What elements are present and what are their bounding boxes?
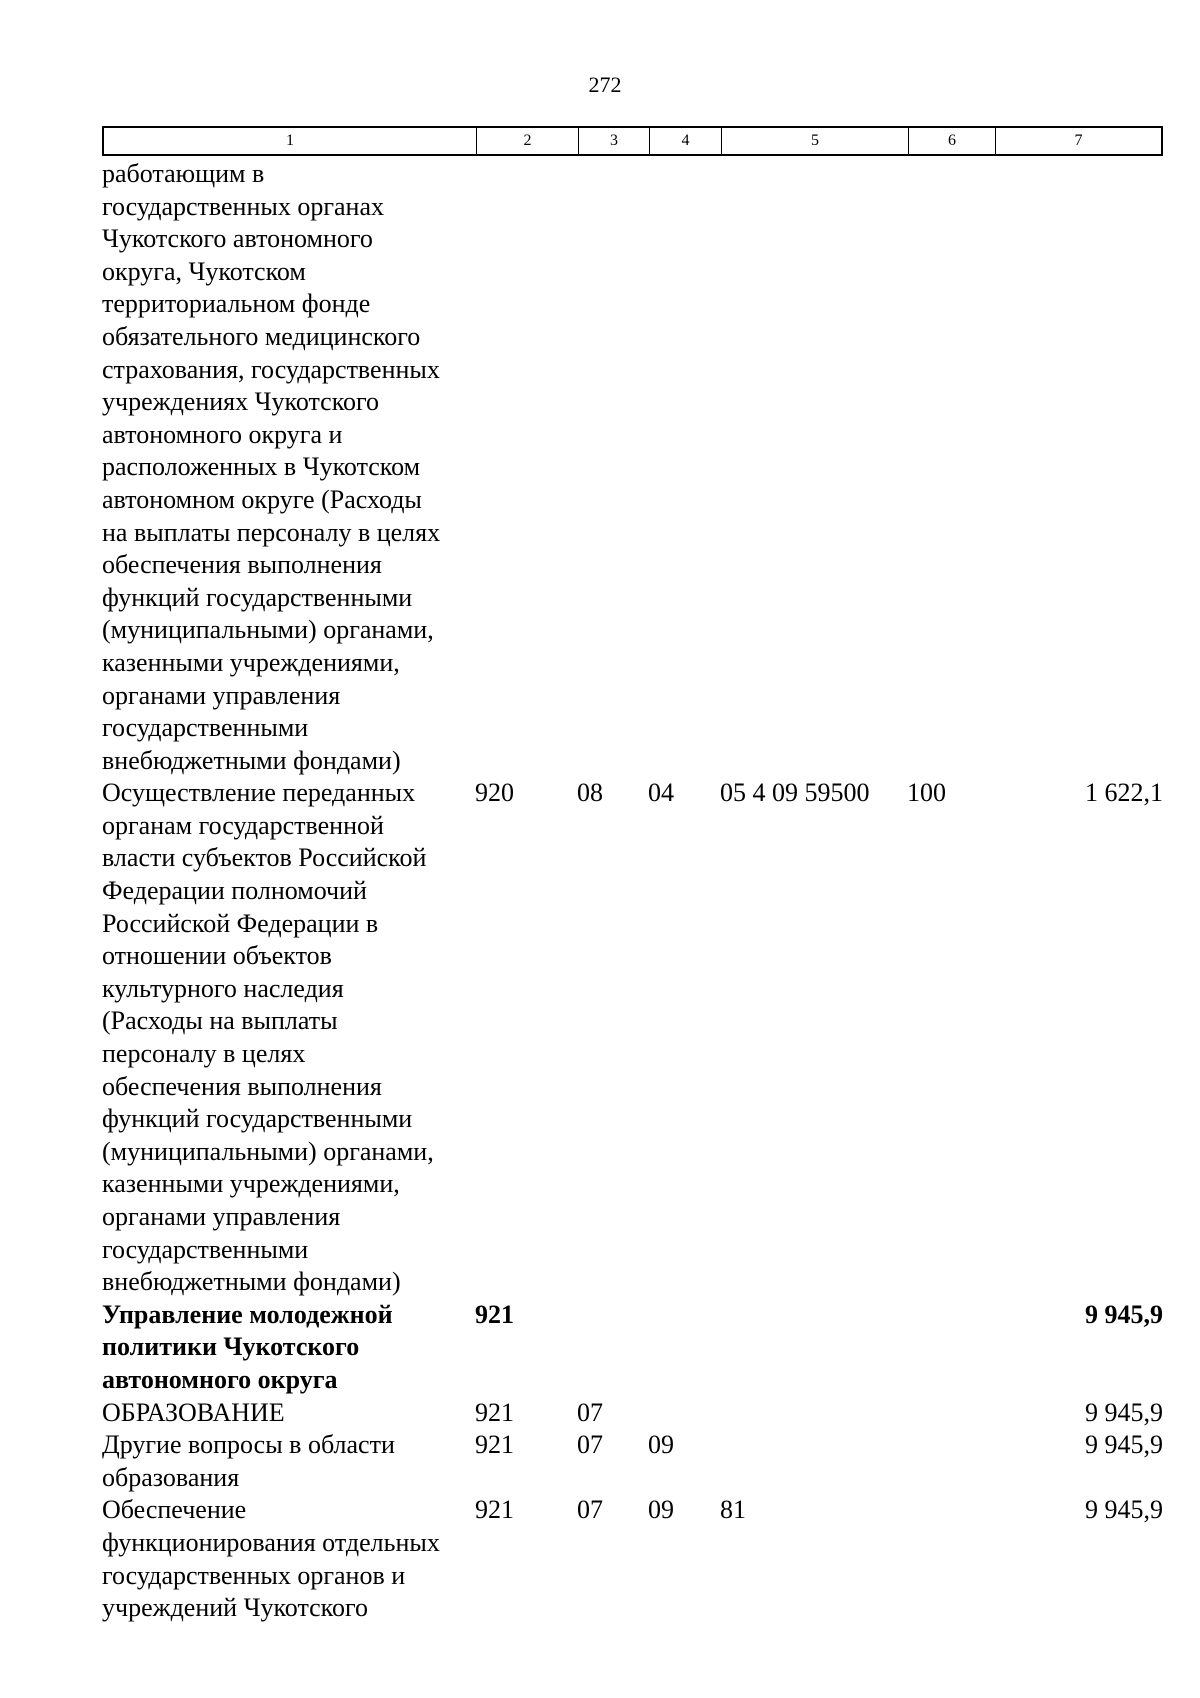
row-expense-type — [907, 1429, 994, 1494]
row-subsection-code: 09 — [648, 1495, 674, 1525]
row-target-article — [720, 158, 907, 777]
row-subsection-code — [648, 1299, 720, 1397]
header-col-3: 3 — [579, 128, 650, 154]
page-number: 272 — [588, 72, 622, 97]
header-col-7: 7 — [1074, 132, 1083, 149]
row-section-code: 07 — [577, 1430, 603, 1460]
row-target-article — [720, 1299, 907, 1397]
row-ministry-code — [475, 158, 577, 777]
row-name: Обеспечение функционирования отдельных государственных органов и учреждений Чукотского — [102, 1495, 440, 1623]
row-expense-type — [907, 1494, 994, 1624]
row-name: Управление молодежной политики Чукотского автономного округа — [102, 1299, 393, 1394]
row-name: ОБРАЗОВАНИЕ — [102, 1397, 285, 1427]
row-section-code — [577, 1299, 648, 1397]
row-amount — [994, 158, 1163, 777]
row-section-code: 07 — [577, 1495, 603, 1525]
row-ministry-code: 920 — [475, 778, 514, 808]
row-expense-type — [907, 1397, 994, 1430]
table-row — [102, 1494, 1163, 1624]
row-amount: 1 622,1 — [1085, 778, 1163, 808]
table-row — [102, 1429, 1163, 1494]
row-target-article — [720, 1429, 907, 1494]
table-row — [102, 777, 1163, 1299]
row-name: Другие вопросы в области образования — [102, 1430, 395, 1492]
header-col-2: 2 — [477, 128, 579, 154]
row-section-code: 08 — [577, 778, 603, 808]
header-col-1: 1 — [104, 128, 477, 154]
row-target-article: 81 — [720, 1495, 746, 1525]
row-subsection-code: 04 — [648, 778, 674, 808]
header-col-4: 4 — [650, 128, 722, 154]
row-target-article: 05 4 09 59500 — [720, 778, 870, 808]
row-amount: 9 945,9 — [1085, 1299, 1163, 1329]
table-row — [102, 1299, 1163, 1397]
row-name: работающим в государственных органах Чукотского автономного округа, Чукотском территориальном фонде обязательного медицинского страхования, государственных учреждениях Чукотского автономного округа и расположенных в Чукотском автономном округе (Расходы на выплаты персоналу в целях обеспечения выполнения функций государственными (муниципальными) органами, казенными учреждениями, органами управления государственными внебюджетными фондами) — [102, 159, 441, 775]
table-header — [102, 126, 1163, 156]
row-ministry-code: 921 — [475, 1299, 514, 1329]
table-body — [102, 158, 1163, 1625]
header-col-6: 6 — [909, 128, 996, 154]
row-expense-type — [907, 158, 994, 777]
row-amount: 9 945,9 — [1085, 1430, 1163, 1460]
row-ministry-code: 921 — [475, 1397, 514, 1427]
row-section-code — [577, 158, 648, 777]
row-expense-type: 100 — [907, 778, 946, 808]
row-expense-type — [907, 1299, 994, 1397]
row-subsection-code — [648, 1397, 720, 1430]
row-subsection-code — [648, 158, 720, 777]
row-section-code: 07 — [577, 1397, 603, 1427]
row-name: Осуществление переданных органам государственной власти субъектов Российской Федерации полномочий Российской Федерации в отношении объектов культурного наследия (Расходы на выплаты персоналу в целях обеспечения выполнения функций государственными (муниципальными) органами, казенными учреждениями, органами управления государственными внебюджетными фондами) — [102, 778, 434, 1297]
row-subsection-code: 09 — [648, 1430, 674, 1460]
table-row — [102, 1397, 1163, 1430]
row-ministry-code: 921 — [475, 1495, 514, 1525]
header-col-5: 5 — [722, 128, 909, 154]
table-row — [102, 158, 1163, 777]
row-ministry-code: 921 — [475, 1430, 514, 1460]
row-target-article — [720, 1397, 907, 1430]
row-amount: 9 945,9 — [1085, 1495, 1163, 1525]
row-amount: 9 945,9 — [1085, 1397, 1163, 1427]
